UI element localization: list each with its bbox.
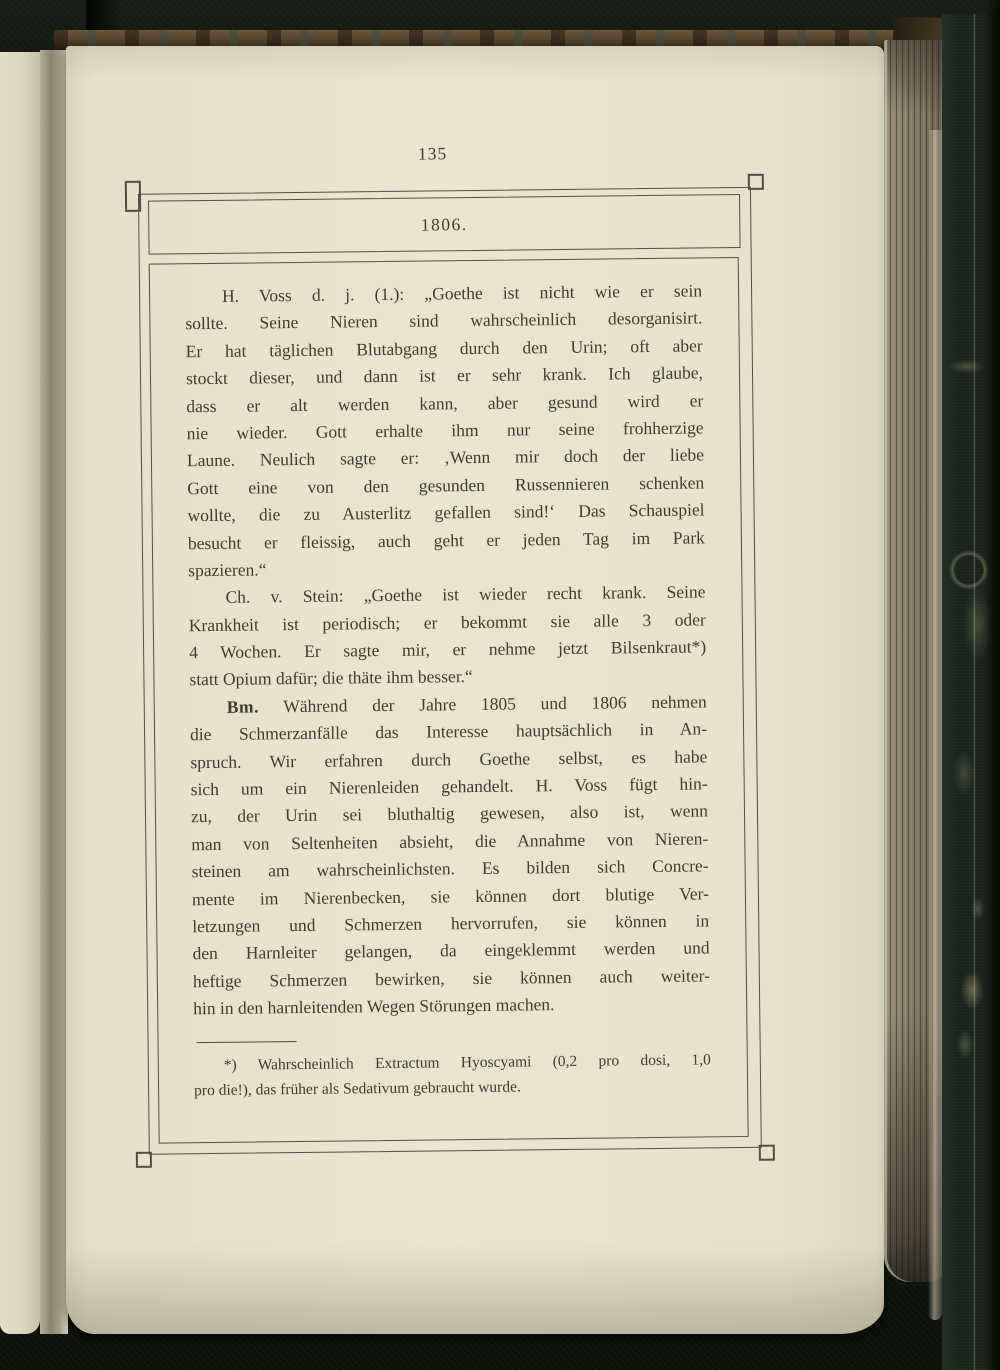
text-line: spazieren.“: [188, 559, 267, 581]
text-line: Er hat täglichen Blutabgang durch den Urin; oft aber: [185, 335, 703, 362]
text-line: letzungen und Schmerzen hervorrufen, sie können in: [192, 910, 710, 937]
text-line: H. Voss d. j. (1.): „Goethe ist nicht wie er sein: [221, 280, 703, 306]
frame-corner-ornament: [748, 174, 764, 190]
text-line: sollte. Seine Nieren sind wahrscheinlich desorganisirt.: [185, 307, 703, 334]
text-line: wollte, die zu Austerlitz gefallen sind!‘ Das Schauspiel: [187, 499, 705, 526]
text-line: stockt dieser, und dann ist er sehr krank. Ich glaube,: [185, 362, 704, 389]
text-line: die Schmerzanfälle das Interesse hauptsächlich in An-: [189, 718, 708, 745]
body-text: [185, 277, 710, 1022]
chapter-year: 1806.: [420, 214, 468, 235]
text-line: den Harnleiter gelangen, da eingeklemmt werden und: [192, 937, 710, 964]
text-line: man von Seltenheiten absieht, die Annahme von Nieren-: [191, 828, 709, 855]
paragraph-lead: Bm.: [226, 696, 259, 717]
text-line: hin in den harnleitenden Wegen Störungen machen.: [193, 994, 555, 1019]
text-line: 4 Wochen. Er sagte mir, er nehme jetzt Bilsenkraut*): [189, 636, 707, 663]
text-line: sich um ein Nierenleiden gehandelt. H. Voss fügt hin-: [190, 773, 708, 800]
facing-page-edge: [0, 52, 40, 1334]
text-line: Laune. Neulich sagte er: ‚Wenn mir doch der liebe: [186, 444, 705, 471]
text-line: besucht er fleissig, auch geht er jeden Tag im Park: [187, 526, 705, 553]
text-line: steinen am wahrscheinlichsten. Es bilden sich Concre-: [191, 855, 709, 882]
text-line: nie wieder. Gott erhalte ihm nur seine frohherzige: [186, 417, 704, 444]
text-line: statt Opium dafür; die thäte ihm besser.“: [189, 666, 473, 690]
paragraph: [185, 277, 705, 584]
text-line: mente im Nierenbecken, sie können dort blutige Ver-: [191, 882, 710, 909]
text-line: Ch. v. Stein: „Goethe ist wieder recht krank. Seine: [225, 581, 706, 608]
cover-outer-edge: [988, 0, 1000, 1370]
text-line: heftige Schmerzen bewirken, sie können auch weiter-: [192, 965, 710, 991]
footnote-rule: [197, 1041, 297, 1043]
text-line: Gott eine von den gesunden Russennieren schenken: [187, 472, 705, 498]
chapter-year-box: [148, 194, 741, 255]
text-line: zu, der Urin sei bluthaltig gewesen, also ist, wenn: [190, 800, 709, 827]
page-number: 135: [417, 143, 448, 164]
text-line: dass er alt werden kann, aber gesund wird er: [186, 389, 704, 416]
footnote-line: *) Wahrscheinlich Extractum Hyoscyami (0,2 pro dosi, 1,0: [223, 1050, 711, 1074]
text-line: Krankheit ist periodisch; er bekommt sie alle 3 oder: [188, 609, 706, 635]
text-line: Bm. Während der Jahre 1805 und 1806 nehmen: [226, 691, 707, 717]
frame-corner-ornament: [136, 1152, 152, 1168]
footnote: [194, 1047, 712, 1103]
paragraph: [190, 688, 711, 1023]
text-line: spruch. Wir erfahren durch Goethe selbst, es habe: [190, 746, 708, 772]
text-frame: [149, 257, 749, 1144]
printed-sheet: [59, 41, 892, 1338]
protruding-page-edge: [928, 130, 942, 1320]
frame-corner-ornament: [125, 181, 141, 213]
frame-corner-ornament: [759, 1145, 775, 1161]
paragraph: [188, 579, 706, 694]
book-page: [66, 46, 884, 1334]
footnote-line: pro die!), das früher als Sedativum gebraucht wurde.: [194, 1078, 521, 1099]
